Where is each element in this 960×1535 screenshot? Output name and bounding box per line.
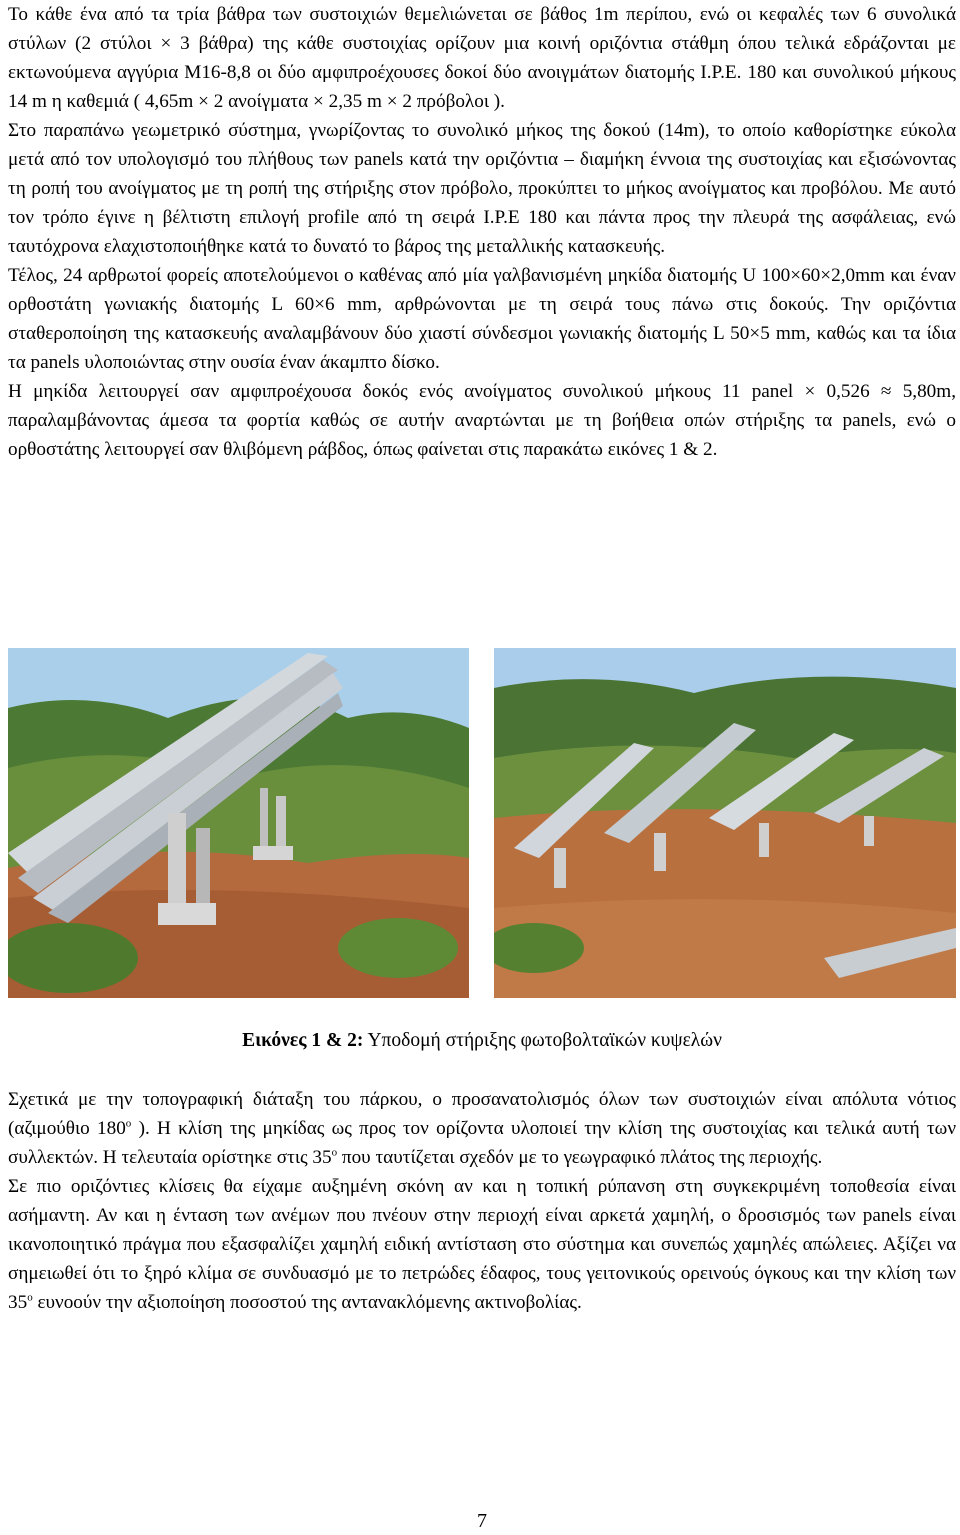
- figure-caption: [8, 1026, 956, 1056]
- degree-mark: ο: [331, 1146, 338, 1159]
- degree-mark: ο: [125, 1117, 132, 1130]
- climate-text-a: Σε πιο οριζόντιες κλίσεις θα είχαμε αυξημένη σκόνη αν και η τοπική ρύπανση στη συγκεκριμένη τοποθεσία είναι ασήμαντη. Αν και η ένταση των ανέμων που πνέουν στην περιοχή είναι αρκετά χαμηλή, ο δροσισμός των panels είναι ικανοποιητικό πράγμα που εξασφαλίζει χαμηλή ειδική αντίσταση στο σύστημα και συνεπώς χαμηλές απώλειες. Αξίζει να σημειωθεί ότι το ξηρό κλίμα σε συνδυασμό με το πετρώδες έδαφος, τους γειτονικούς ορεινούς όγκους και την κλίση των 35: [8, 1176, 956, 1313]
- paragraph-supports: Τέλος, 24 αρθρωτοί φορείς αποτελούμενοι ο καθένας από μία γαλβανισμένη μηκίδα διατομής U 100×60×2,0mm και έναν ορθοστάτη γωνιακής διατομής L 60×6 mm, αρθρώνονται με τη σειρά τους πάνω στις δοκούς. Την οριζόντια σταθεροποίηση της κατασκευής αναλαμβάνουν δύο χιαστί σύνδεσμοι γωνιακής διατομής L 50×5 mm, καθώς και τα ίδια τα panels υλοποιώντας στην ουσία έναν άκαμπτο δίσκο.: [8, 265, 956, 373]
- climate-text-b: ευνοούν την αξιοποίηση ποσοστού της αντανακλόμενης ακτινοβολίας.: [32, 1292, 582, 1313]
- photos-row: [8, 648, 956, 998]
- paragraph-orientation: [8, 1085, 956, 1172]
- paragraph-geometry: Στο παραπάνω γεωμετρικό σύστημα, γνωρίζοντας το συνολικό μήκος της δοκού (14m), το οποίο καθορίστηκε εύκολα μετά από τον υπολογισμό του πλήθους των panels κατά την οριζόντια – διαμήκη έννοια της συστοιχίας και εξισώνοντας τη ροπή του ανοίγματος με τη ροπή της στήριξης στον πρόβολο, προκύπτει το μήκος ανοίγματος και προβόλου. Με αυτό τον τρόπο έγινε η βέλτιστη επιλογή profile από τη σειρά Ι.Ρ.Ε 180 και πάντα προς την πλευρά της ασφάλειας, ενώ ταυτόχρονα ελαχιστοποιήθηκε κατά το δυνατό το βάρος της μεταλλικής κατασκευής.: [8, 120, 956, 257]
- photo-support-structure-closeup: [8, 648, 469, 998]
- orientation-text-a: Σχετικά με την τοπογραφική διάταξη του πάρκου, ο προσανατολισμός όλων των συστοιχιών είναι απόλυτα νότιος (αζιμούθιο 180: [8, 1089, 956, 1139]
- orientation-text-c: που ταυτίζεται σχεδόν με το γεωγραφικό πλάτος της περιοχής.: [337, 1147, 823, 1168]
- orientation-text-b: ). Η κλίση της μηκίδας ως προς τον ορίζοντα υλοποιεί την κλίση της συστοιχίας και τελικά αυτή των συλλεκτών. Η τελευταία ορίστηκε στις 35: [8, 1118, 956, 1168]
- photo-array-field: [494, 648, 956, 998]
- degree-mark: ο: [27, 1291, 33, 1304]
- page-number: 7: [477, 1510, 487, 1532]
- section-structure-text: [8, 0, 956, 464]
- caption-label: Εικόνες 1 & 2:: [242, 1030, 364, 1051]
- caption-text: Υποδομή στήριξης φωτοβολταϊκών κυψελών: [367, 1030, 722, 1051]
- paragraph-climate: [8, 1172, 956, 1317]
- paragraph-beam: Η μηκίδα λειτουργεί σαν αμφιπροέχουσα δοκός ενός ανοίγματος συνολικού μήκους 11 panel × 0,526 ≈ 5,80m, παραλαμβάνοντας άμεσα τα φορτία καθώς σε αυτήν αναρτώνται με τη βοήθεια οπών στήριξης τα panels, ενώ ο ορθοστάτης λειτουργεί σαν θλιβόμενη ράβδος, όπως φαίνεται στις παρακάτω εικόνες 1 & 2.: [8, 381, 956, 460]
- section-orientation-text: [8, 1085, 956, 1317]
- paragraph-foundations: Το κάθε ένα από τα τρία βάθρα των συστοιχιών θεμελιώνεται σε βάθος 1m περίπου, ενώ οι κεφαλές των 6 συνολικά στύλων (2 στύλοι × 3 βάθρα) της κάθε συστοιχίας ορίζουν μια κοινή οριζόντια στάθμη όπου τελικά εδράζονται με εκτωνούμενα αγγύρια Μ16-8,8 οι δύο αμφιπροέχουσες δοκοί δύο ανοιγμάτων διατομής Ι.Ρ.Ε. 180 και συνολικού μήκους 14 m η καθεμιά ( 4,65m × 2 ανοίγματα × 2,35 m × 2 πρόβολοι ).: [8, 4, 956, 112]
